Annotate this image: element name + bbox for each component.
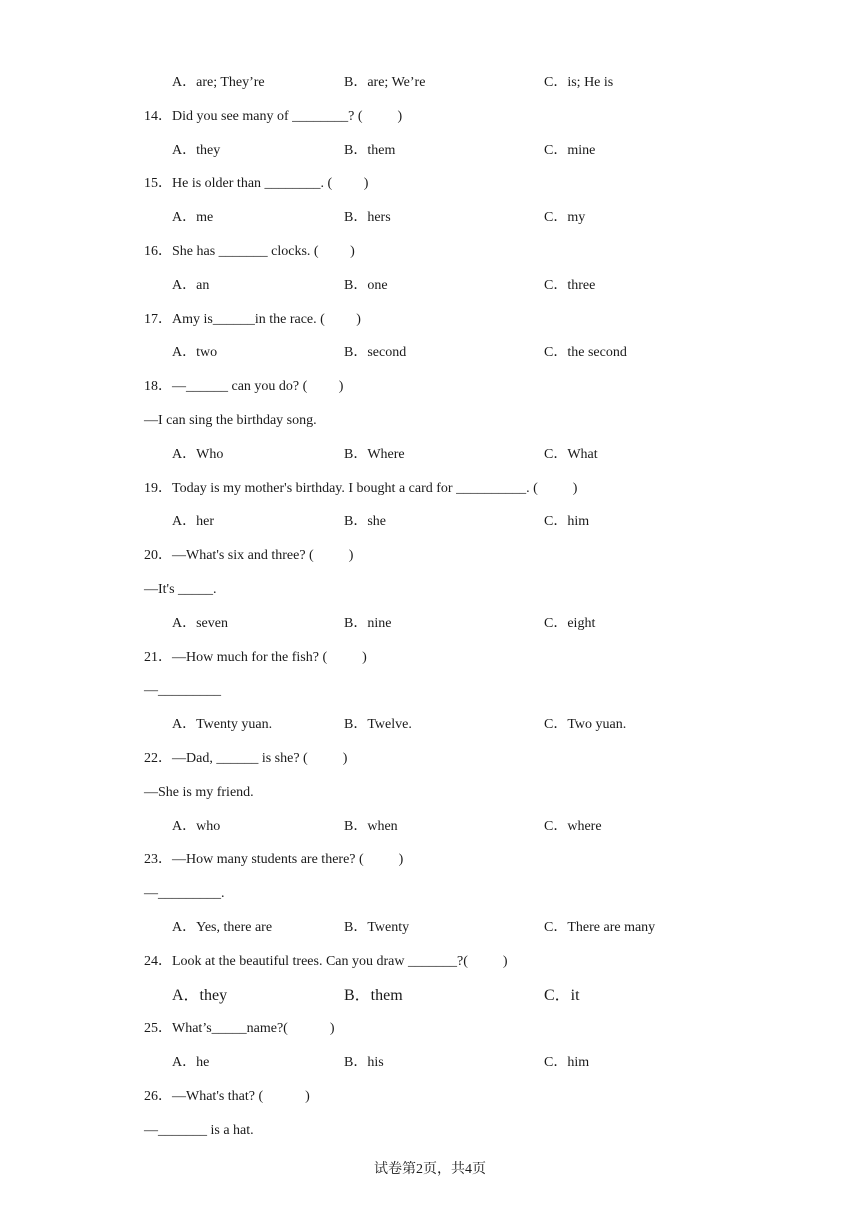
option-b: B．Where <box>344 447 405 462</box>
question-text: 15．He is older than ________. ( ) <box>144 176 369 191</box>
option-b: B．nine <box>344 616 392 631</box>
option-b: B．them <box>344 143 396 158</box>
option-a: A．Yes, there are <box>172 920 273 935</box>
answer-line: —I can sing the birthday song. <box>144 413 317 428</box>
options-row <box>0 715 860 735</box>
option-b: B．them <box>344 987 403 1004</box>
option-a: A．they <box>172 987 228 1004</box>
options-row <box>0 817 860 837</box>
answer-line: —It's _____. <box>144 582 217 597</box>
option-a: A．they <box>172 143 221 158</box>
question-text: 18．—______ can you do? ( ) <box>144 379 344 394</box>
answer-line: —_______ is a hat. <box>144 1123 254 1138</box>
answer-line: —She is my friend. <box>144 785 254 800</box>
options-row <box>0 1053 860 1073</box>
option-a: A．an <box>172 278 210 293</box>
option-c: C．eight <box>544 616 596 631</box>
option-c: C．him <box>544 1055 590 1070</box>
option-b: B．his <box>344 1055 384 1070</box>
question-text: 19．Today is my mother's birthday. I bought a card for __________. ( ) <box>144 481 578 496</box>
question-text: 17．Amy is______in the race. ( ) <box>144 312 361 327</box>
option-a: A．he <box>172 1055 210 1070</box>
answer-line: —_________ <box>144 683 221 698</box>
option-b: B．are; We’re <box>344 75 426 90</box>
options-row <box>0 276 860 296</box>
question-text: 24．Look at the beautiful trees. Can you draw _______?( ) <box>144 954 508 969</box>
option-a: A．who <box>172 819 221 834</box>
option-c: C．mine <box>544 143 596 158</box>
option-c: C．Two yuan. <box>544 717 627 732</box>
option-b: B．she <box>344 514 386 529</box>
question-text: 21．—How much for the fish? ( ) <box>144 650 367 665</box>
option-b: B．second <box>344 345 407 360</box>
options-row <box>0 208 860 228</box>
option-b: B．one <box>344 278 388 293</box>
option-c: C．it <box>544 987 580 1004</box>
option-c: C．three <box>544 278 596 293</box>
option-c: C．where <box>544 819 602 834</box>
option-a: A．two <box>172 345 218 360</box>
options-row <box>0 918 860 938</box>
option-c: C．him <box>544 514 590 529</box>
options-row <box>0 614 860 634</box>
option-a: A．are; They’re <box>172 75 265 90</box>
option-b: B．hers <box>344 210 391 225</box>
question-text: 14．Did you see many of ________? ( ) <box>144 109 403 124</box>
page-footer: 试卷第2页，共4页 <box>374 1162 486 1177</box>
options-row <box>0 512 860 532</box>
question-text: 26．—What's that? ( ) <box>144 1089 310 1104</box>
option-a: A．me <box>172 210 214 225</box>
option-b: B．Twelve. <box>344 717 412 732</box>
question-text: 25．What’s_____name?( ) <box>144 1021 335 1036</box>
question-text: 16．She has _______ clocks. ( ) <box>144 244 355 259</box>
option-c: C．There are many <box>544 920 656 935</box>
option-a: A．her <box>172 514 214 529</box>
question-text: 20．—What's six and three? ( ) <box>144 548 354 563</box>
option-c: C．is; He is <box>544 75 614 90</box>
option-c: C．my <box>544 210 586 225</box>
options-row <box>0 445 860 465</box>
options-row <box>0 343 860 363</box>
option-a: A．Who <box>172 447 224 462</box>
question-text: 22．—Dad, ______ is she? ( ) <box>144 751 348 766</box>
option-c: C．What <box>544 447 598 462</box>
options-row <box>0 73 860 93</box>
question-text: 23．—How many students are there? ( ) <box>144 852 404 867</box>
options-row <box>0 986 860 1006</box>
option-b: B．Twenty <box>344 920 410 935</box>
answer-line: —_________. <box>144 886 225 901</box>
option-a: A．Twenty yuan. <box>172 717 273 732</box>
option-b: B．when <box>344 819 398 834</box>
options-row <box>0 141 860 161</box>
option-c: C．the second <box>544 345 627 360</box>
option-a: A．seven <box>172 616 228 631</box>
